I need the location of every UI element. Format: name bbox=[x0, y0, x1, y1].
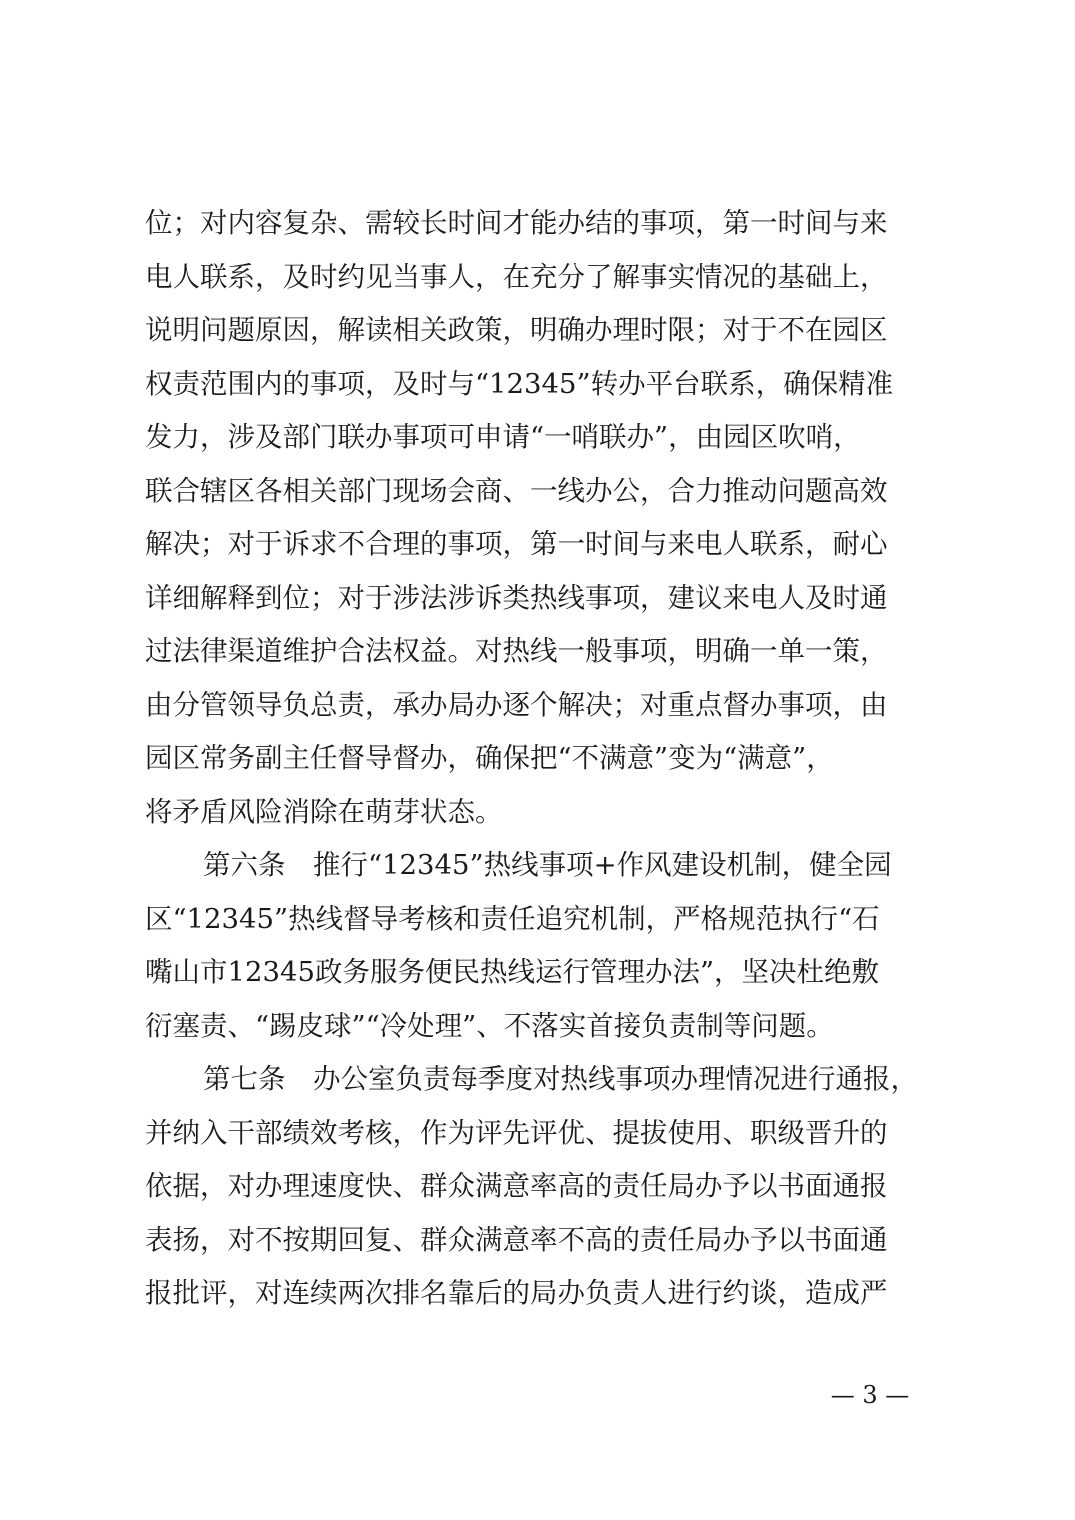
page-number: — 3 — bbox=[830, 1381, 910, 1409]
body-text bbox=[145, 197, 945, 1321]
text-line: 电人联系，及时约见当事人，在充分了解事实情况的基础上， bbox=[145, 260, 888, 293]
text-line: 嘴山市12345政务服务便民热线运行管理办法”，坚决杜绝敷 bbox=[145, 956, 880, 988]
text-line: 发力，涉及部门联办事项可申请“一哨联办”，由园区吹哨， bbox=[145, 421, 861, 453]
text-line: 表扬，对不按期回复、群众满意率不高的责任局办予以书面通 bbox=[145, 1223, 888, 1256]
text-line: 依据，对办理速度快、群众满意率高的责任局办予以书面通报 bbox=[145, 1170, 888, 1202]
article-7-first-line: 第七条 办公室负责每季度对热线事项办理情况进行通报， bbox=[203, 1063, 918, 1095]
text-line: 说明问题原因，解读相关政策，明确办理时限；对于不在园区 bbox=[145, 314, 888, 346]
text-line: 区“12345”热线督导考核和责任追究机制，严格规范执行“石 bbox=[145, 902, 880, 935]
text-line: 报批评，对连续两次排名靠后的局办负责人进行约谈，造成严 bbox=[145, 1277, 888, 1309]
text-line: 联合辖区各相关部门现场会商、一线办公，合力推动问题高效 bbox=[145, 474, 888, 507]
text-line: 权责范围内的事项，及时与“12345”转办平台联系，确保精准 bbox=[145, 367, 894, 400]
article-6-first-line: 第六条 推行“12345”热线事项+作风建设机制，健全园 bbox=[203, 849, 892, 881]
text-line: 并纳入干部绩效考核，作为评先评优、提拔使用、职级晋升的 bbox=[145, 1116, 888, 1149]
text-line: 详细解释到位；对于涉法涉诉类热线事项，建议来电人及时通 bbox=[145, 581, 888, 614]
text-line: 位；对内容复杂、需较长时间才能办结的事项，第一时间与来 bbox=[145, 207, 888, 239]
text-line: 衍塞责、“踢皮球”“冷处理”、不落实首接负责制等问题。 bbox=[145, 1009, 834, 1042]
text-line: 解决；对于诉求不合理的事项，第一时间与来电人联系，耐心 bbox=[145, 528, 888, 560]
text-line: 园区常务副主任督导督办，确保把“不满意”变为“满意”， bbox=[145, 742, 834, 774]
text-line: 过法律渠道维护合法权益。对热线一般事项，明确一单一策， bbox=[145, 635, 888, 667]
text-line: 将矛盾风险消除在萌芽状态。 bbox=[145, 795, 503, 828]
text-line: 由分管领导负总责，承办局办逐个解决；对重点督办事项，由 bbox=[145, 688, 888, 721]
